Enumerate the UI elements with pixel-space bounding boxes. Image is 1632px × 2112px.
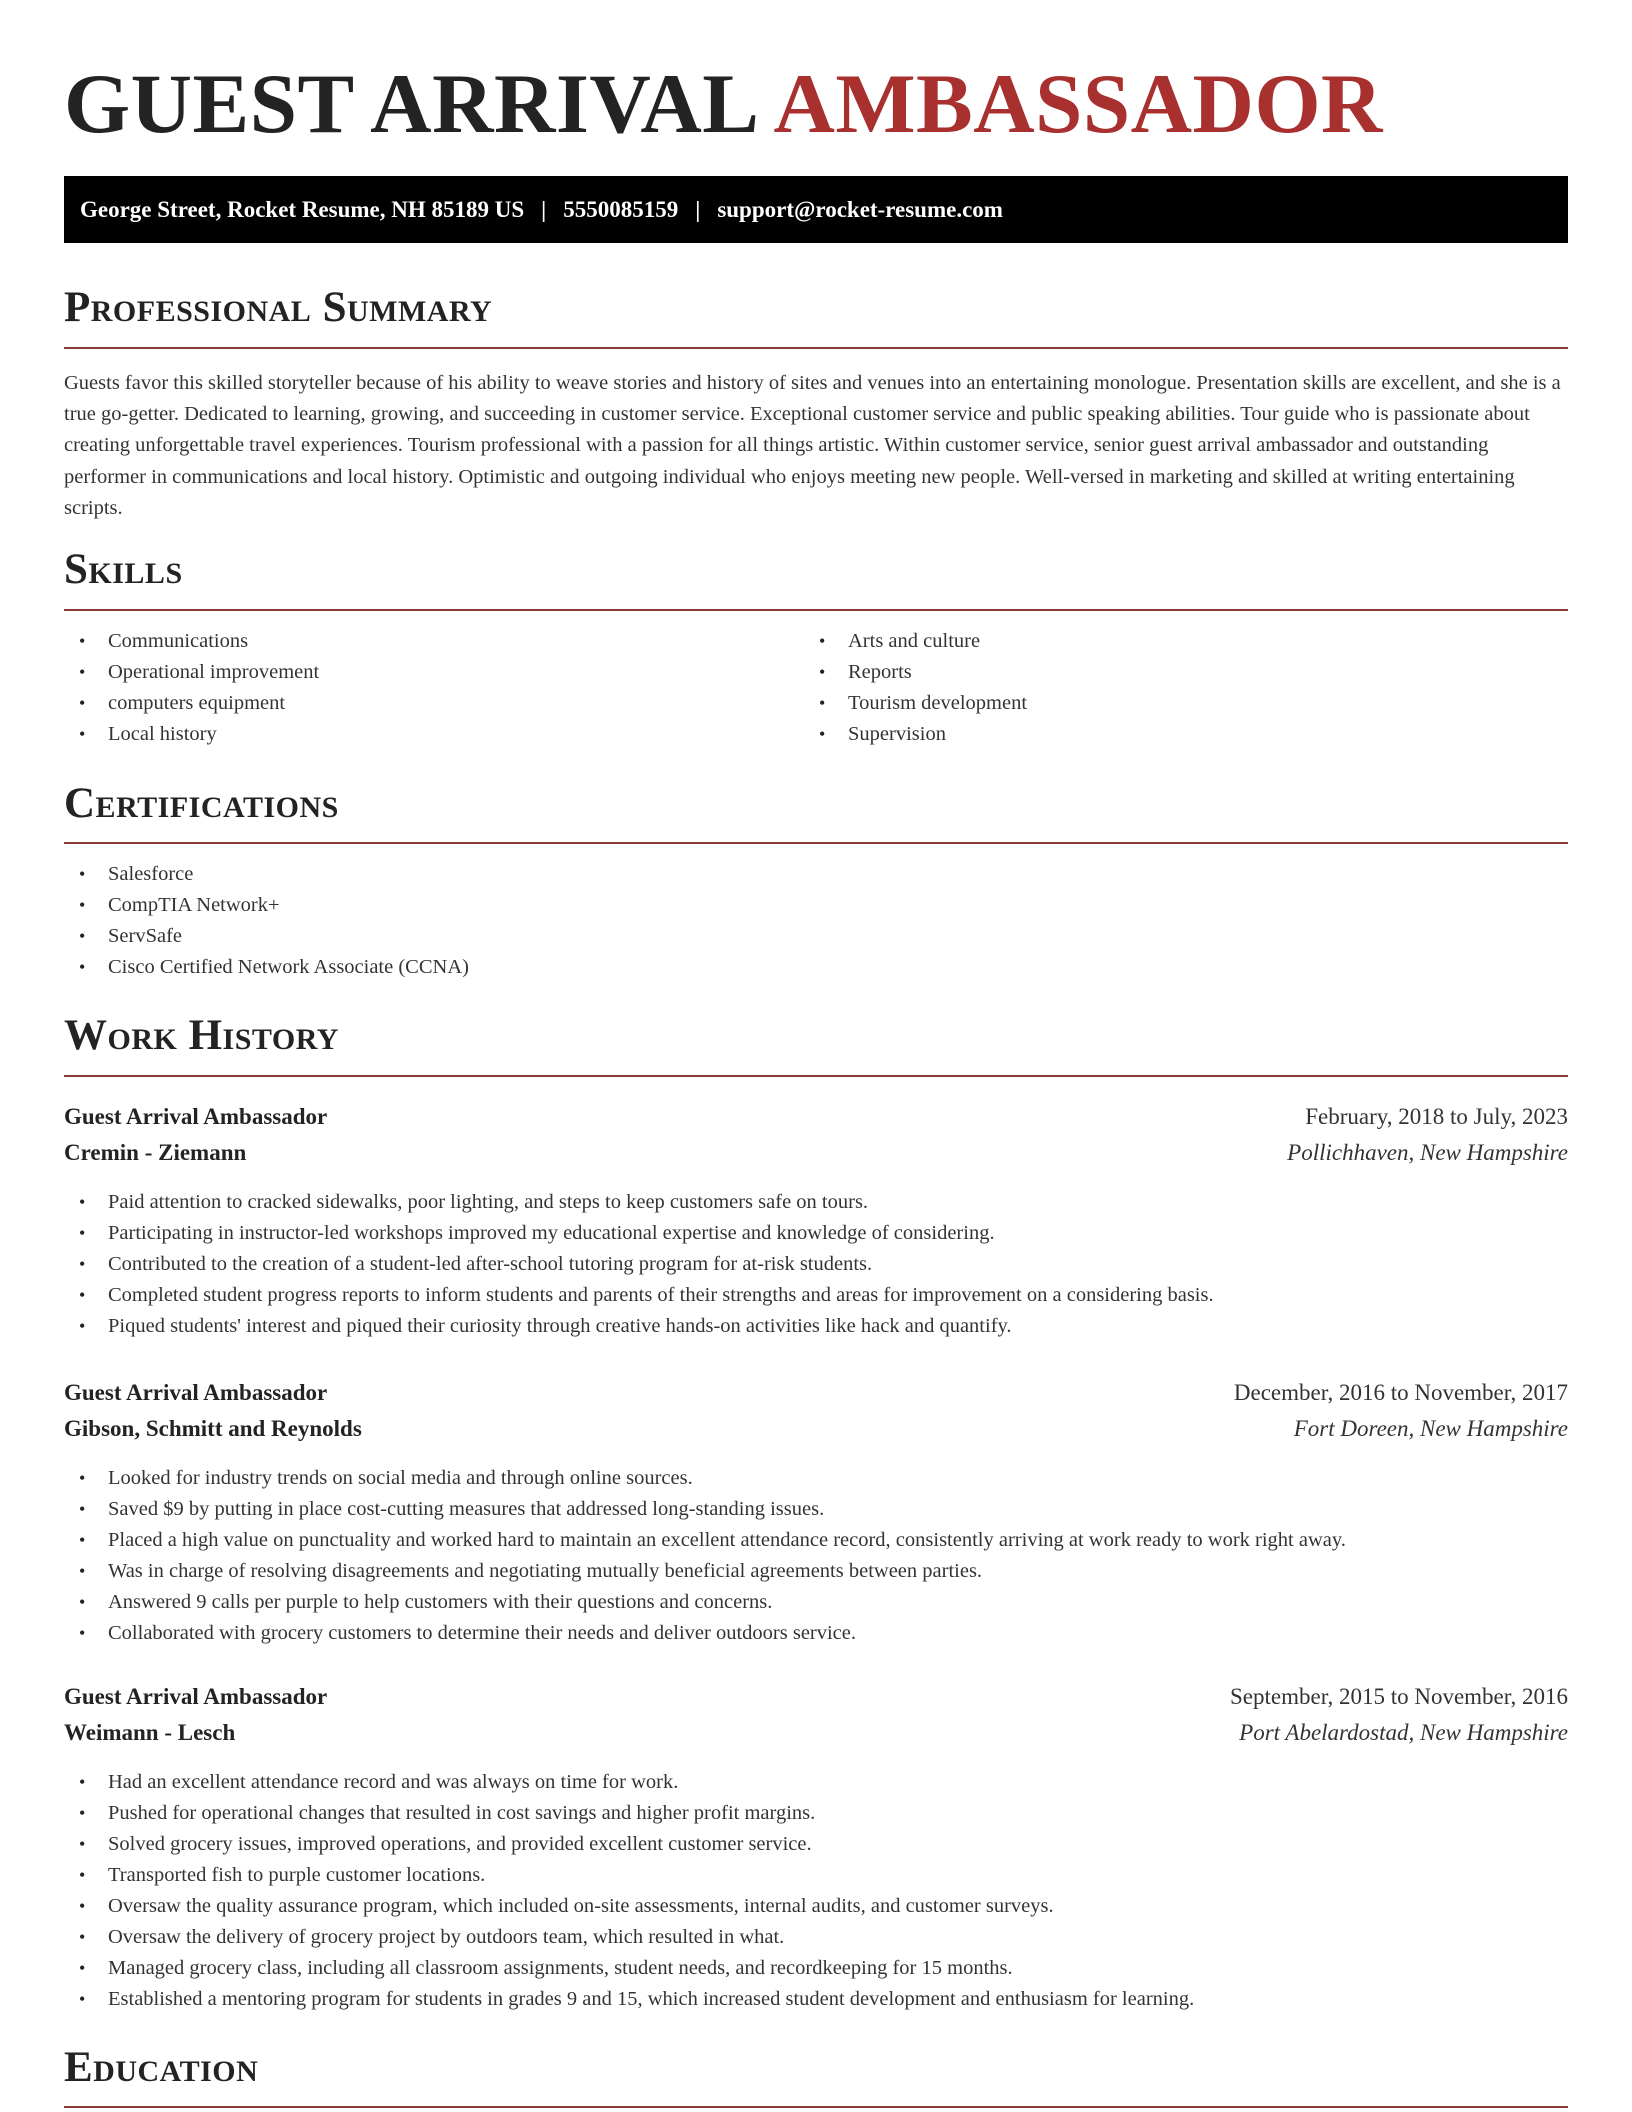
job-duty: • Had an excellent attendance record and was always on time for work.	[64, 1767, 1194, 1798]
title-part-2: AMBASSADOR	[773, 57, 1383, 151]
job-header-row	[64, 1378, 1568, 1408]
skill-item: • Arts and culture	[804, 626, 1027, 657]
section-title-skills: Skills	[64, 546, 183, 593]
skills-list-right	[804, 626, 1027, 750]
skill-item: • Operational improvement	[64, 657, 319, 688]
section-title-work-history: Work History	[64, 1012, 339, 1059]
job-company: Gibson, Schmitt and Reynolds	[64, 1416, 362, 1441]
job-duties-list	[64, 1767, 1194, 2015]
job-duty: • Oversaw the quality assurance program, which included on-site assessments, internal audits, and customer surveys.	[64, 1891, 1194, 1922]
section-title-summary: Professional Summary	[64, 284, 493, 331]
job-duty: • Answered 9 calls per purple to help customers with their questions and concerns.	[64, 1587, 1346, 1618]
job-duty: • Paid attention to cracked sidewalks, poor lighting, and steps to keep customers safe on tours.	[64, 1187, 1214, 1218]
certification-item: • Salesforce	[64, 859, 469, 890]
section-divider	[64, 347, 1568, 349]
resume-title	[64, 56, 1383, 152]
certification-item: • ServSafe	[64, 921, 469, 952]
section-divider	[64, 2106, 1568, 2108]
certification-item: • Cisco Certified Network Associate (CCNA)	[64, 952, 469, 983]
skill-item: • Supervision	[804, 719, 1027, 750]
job-duty: • Completed student progress reports to inform students and parents of their strengths and areas for improvement on a considering basis.	[64, 1280, 1214, 1311]
job-duty: • Looked for industry trends on social media and through online sources.	[64, 1463, 1346, 1494]
job-title: Guest Arrival Ambassador	[64, 1684, 328, 1709]
job-duty: • Established a mentoring program for students in grades 9 and 15, which increased student development and enthusiasm for learning.	[64, 1984, 1194, 2015]
job-location: Port Abelardostad, New Hampshire	[1239, 1720, 1568, 1745]
job-title: Guest Arrival Ambassador	[64, 1104, 328, 1129]
skill-item: • Communications	[64, 626, 319, 657]
job-title: Guest Arrival Ambassador	[64, 1380, 328, 1405]
contact-phone: 5550085159	[563, 196, 679, 222]
skill-item: • Reports	[804, 657, 1027, 688]
job-dates: December, 2016 to November, 2017	[1233, 1380, 1568, 1405]
job-duty: • Participating in instructor-led workshops improved my educational expertise and knowledge of considering.	[64, 1218, 1214, 1249]
section-title-education: Education	[64, 2044, 259, 2091]
contact-bar	[64, 176, 1568, 243]
skill-item: • computers equipment	[64, 688, 319, 719]
job-duty: • Piqued students' interest and piqued their curiosity through creative hands-on activities like hack and quantify.	[64, 1311, 1214, 1342]
job-dates: February, 2018 to July, 2023	[1305, 1104, 1568, 1129]
job-dates: September, 2015 to November, 2016	[1230, 1684, 1568, 1709]
job-duty: • Solved grocery issues, improved operations, and provided excellent customer service.	[64, 1829, 1194, 1860]
section-divider	[64, 842, 1568, 844]
certification-item: • CompTIA Network+	[64, 890, 469, 921]
skills-list-left	[64, 626, 319, 750]
job-duty: • Pushed for operational changes that resulted in cost savings and higher profit margins.	[64, 1798, 1194, 1829]
skill-item: • Tourism development	[804, 688, 1027, 719]
professional-summary: Guests favor this skilled storyteller because of his ability to weave stories and history of sites and venues into an entertaining monologue. Presentation skills are excellent, and she is a true go-getter. Dedicated to learning, growing, and succeeding in customer service. Exceptional customer service and public speaking abilities. Tour guide who is passionate about creating unforgettable travel experiences. Tourism professional with a passion for all things artistic. Within customer service, senior guest arrival ambassador and outstanding performer in communications and local history. Optimistic and outgoing individual who enjoys meeting new people. Well-versed in marketing and skilled at writing entertaining scripts.	[64, 372, 1561, 519]
job-duty: • Placed a high value on punctuality and worked hard to maintain an excellent attendance record, consistently arriving at work ready to work right away.	[64, 1525, 1346, 1556]
job-location: Pollichhaven, New Hampshire	[1287, 1140, 1568, 1165]
job-location: Fort Doreen, New Hampshire	[1293, 1416, 1568, 1441]
job-company-row	[64, 1718, 1568, 1748]
job-duty: • Transported fish to purple customer locations.	[64, 1860, 1194, 1891]
job-duties-list	[64, 1463, 1346, 1649]
section-divider	[64, 609, 1568, 611]
contact-address: George Street, Rocket Resume, NH 85189 US	[80, 196, 525, 222]
job-company: Weimann - Lesch	[64, 1720, 236, 1745]
job-duty: • Saved $9 by putting in place cost-cutting measures that addressed long-standing issues.	[64, 1494, 1346, 1525]
title-part-1: GUEST ARRIVAL	[64, 57, 760, 151]
job-duty: • Collaborated with grocery customers to determine their needs and deliver outdoors service.	[64, 1618, 1346, 1649]
job-company-row	[64, 1138, 1568, 1168]
section-title-certifications: Certifications	[64, 780, 339, 827]
job-header-row	[64, 1682, 1568, 1712]
certifications-list	[64, 859, 469, 983]
job-duty: • Contributed to the creation of a student-led after-school tutoring program for at-risk students.	[64, 1249, 1214, 1280]
job-company-row	[64, 1414, 1568, 1444]
job-duty: • Managed grocery class, including all classroom assignments, student needs, and recordkeeping for 15 months.	[64, 1953, 1194, 1984]
contact-separator: |	[695, 196, 701, 222]
section-divider	[64, 1075, 1568, 1077]
job-company: Cremin - Ziemann	[64, 1140, 247, 1165]
skill-item: • Local history	[64, 719, 319, 750]
job-duties-list	[64, 1187, 1214, 1342]
job-header-row	[64, 1102, 1568, 1132]
contact-email: support@rocket-resume.com	[717, 196, 1003, 222]
contact-separator: |	[541, 196, 547, 222]
job-duty: • Oversaw the delivery of grocery project by outdoors team, which resulted in what.	[64, 1922, 1194, 1953]
job-duty: • Was in charge of resolving disagreements and negotiating mutually beneficial agreements between parties.	[64, 1556, 1346, 1587]
